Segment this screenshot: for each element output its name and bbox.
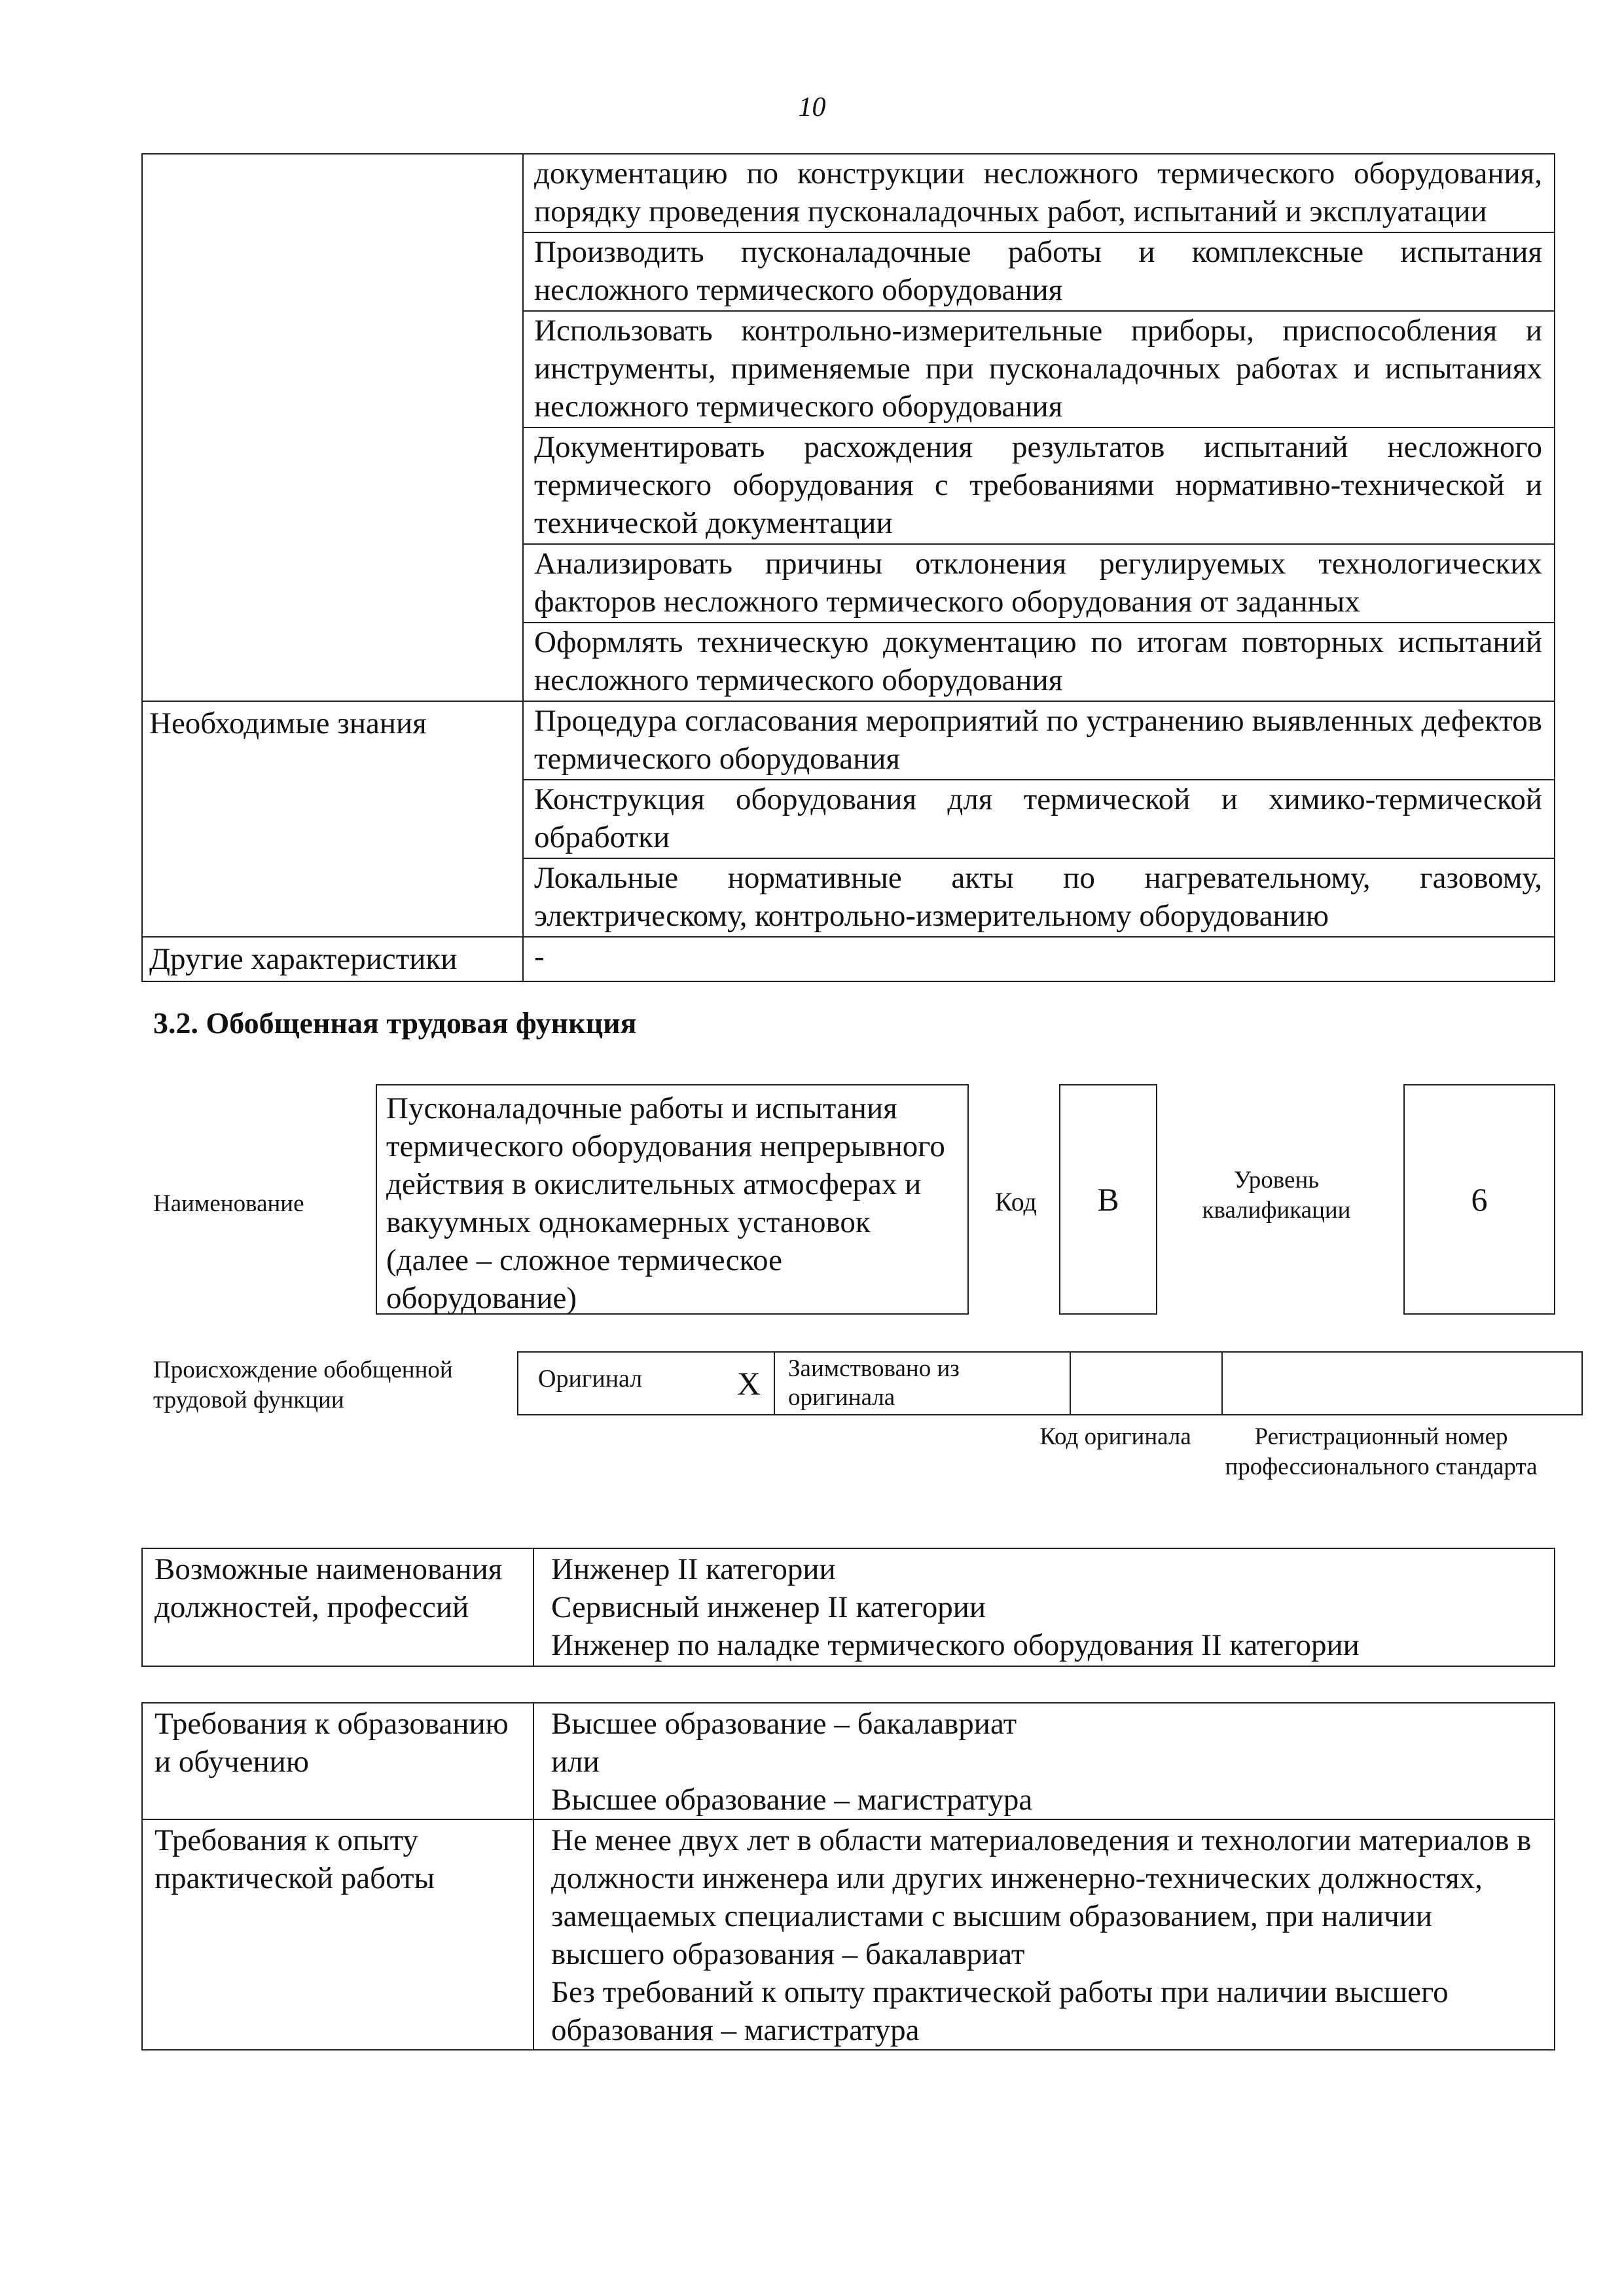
education-item: Высшее образование – бакалавриат xyxy=(551,1707,1017,1741)
skills-row-label xyxy=(142,154,523,701)
code-box xyxy=(1059,1084,1157,1315)
education-item: Высшее образование – магистратура xyxy=(551,1783,1033,1817)
skills-row-value: Оформлять техническую документацию по итогам повторных испытаний несложного термического оборудования xyxy=(523,623,1555,701)
code-original-caption: Код оригинала xyxy=(1039,1423,1191,1450)
requirements-table xyxy=(141,1702,1555,2050)
level-label: Уровень квалификации xyxy=(1202,1167,1351,1224)
level-box xyxy=(1403,1084,1555,1315)
origin-original-label: Оригинал xyxy=(538,1365,643,1393)
skills-row-label: Необходимые знания xyxy=(142,701,523,937)
positions-table xyxy=(141,1548,1555,1667)
positions-label: Возможные наименования должностей, профессий xyxy=(142,1548,533,1666)
experience-item: Без требований к опыту практической работы при наличии высшего образования – магистратура xyxy=(551,1975,1449,2047)
experience-label: Требования к опыту практической работы xyxy=(142,1819,533,2050)
function-name-box xyxy=(376,1084,969,1315)
skills-row-value: - xyxy=(523,937,1555,981)
skills-table xyxy=(141,153,1555,982)
origin-borrowed-cell xyxy=(774,1352,1070,1415)
origin-table xyxy=(517,1351,1583,1415)
code-label: Код xyxy=(995,1187,1037,1216)
skills-row-value: Производить пусконаладочные работы и комплексные испытания несложного термического оборудования xyxy=(523,232,1555,311)
skills-row-value: документацию по конструкции несложного термического оборудования, порядку проведения пусконаладочных работ, испытаний и эксплуатации xyxy=(523,154,1555,232)
education-item: или xyxy=(551,1745,600,1779)
education-label: Требования к образованию и обучению xyxy=(142,1703,533,1819)
origin-original-cell xyxy=(518,1352,774,1415)
position-item: Инженер II категории xyxy=(551,1552,836,1586)
skills-row-value: Локальные нормативные акты по нагревательному, газовому, электрическому, контрольно-измерительному оборудованию xyxy=(523,858,1555,937)
skills-row xyxy=(142,154,1555,232)
positions-values xyxy=(533,1548,1555,1666)
position-item: Сервисный инженер II категории xyxy=(551,1590,986,1624)
skills-row-label: Другие характеристики xyxy=(142,937,523,981)
skills-row-value: Использовать контрольно-измерительные приборы, приспособления и инструменты, применяемые при пусконаладочных работах и испытаниях несложного термического оборудования xyxy=(523,311,1555,428)
origin-label: Происхождение обобщенной трудовой функции xyxy=(153,1357,453,1413)
skills-row xyxy=(142,701,1555,780)
function-name-value: Пусконаладочные работы и испытания термического оборудования непрерывного действия в окислительных атмосферах и вакуумных однокамерных установок (далее – сложное термическое оборудование) xyxy=(386,1091,945,1315)
skills-row-value: Конструкция оборудования для термической и химико-термической обработки xyxy=(523,780,1555,858)
skills-row xyxy=(142,937,1555,981)
code-value: B xyxy=(1097,1181,1119,1218)
section-title: 3.2. Обобщенная трудовая функция xyxy=(153,1006,637,1040)
experience-values xyxy=(533,1819,1555,2050)
skills-row-value: Процедура согласования мероприятий по устранению выявленных дефектов термического оборудования xyxy=(523,701,1555,780)
name-label: Наименование xyxy=(153,1190,304,1217)
skills-row-value: Анализировать причины отклонения регулируемых технологических факторов несложного термического оборудования от заданных xyxy=(523,544,1555,623)
position-item: Инженер по наладке термического оборудования II категории xyxy=(551,1628,1360,1662)
origin-borrowed-label: Заимствовано из оригинала xyxy=(788,1355,960,1411)
education-values xyxy=(533,1703,1555,1819)
page-number: 10 xyxy=(798,92,826,122)
skills-row-value: Документировать расхождения результатов испытаний несложного термического оборудования с требованиями нормативно-технической и технической документации xyxy=(523,428,1555,544)
origin-original-mark: X xyxy=(736,1365,761,1402)
level-value: 6 xyxy=(1471,1181,1488,1218)
reg-number-caption: Регистрационный номер профессионального стандарта xyxy=(1225,1423,1538,1480)
experience-item: Не менее двух лет в области материаловедения и технологии материалов в должности инженера или других инженерно-технических должностях, замещаемых специалистами с высшим образованием, при наличии высшего образования – бакалавриат xyxy=(551,1823,1532,1971)
origin-reg-cell xyxy=(1222,1352,1582,1415)
origin-code-cell xyxy=(1070,1352,1222,1415)
